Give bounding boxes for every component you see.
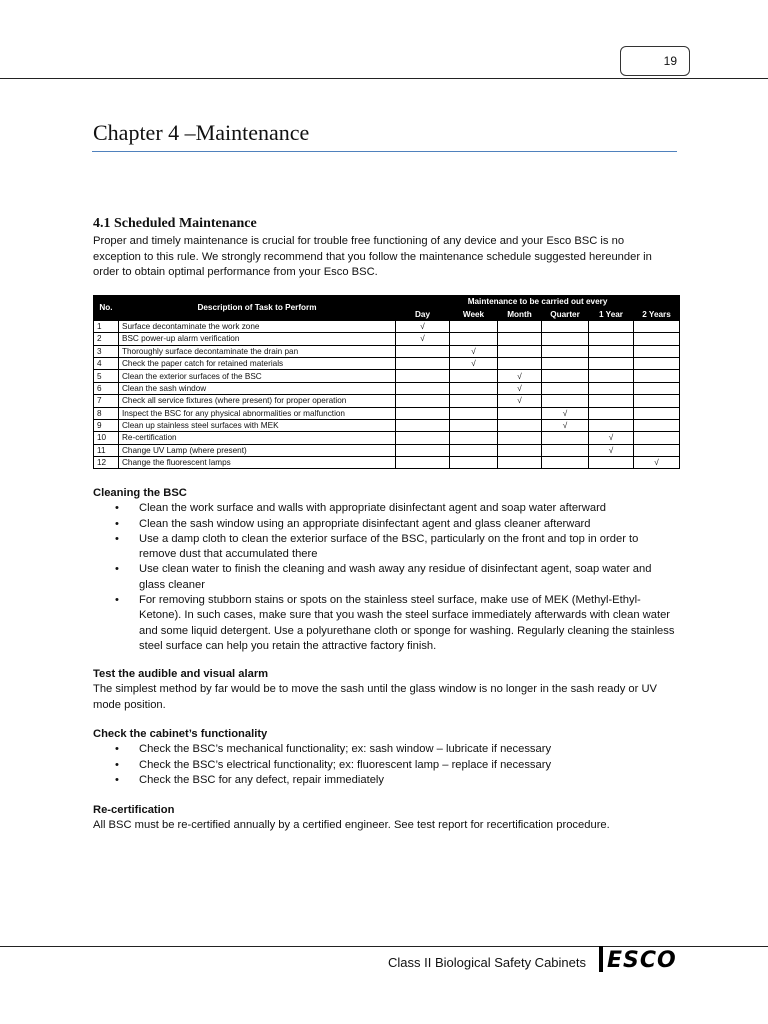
list-item: • Use clean water to finish the cleaning and wash away any residue of disinfectant agent, soap water and glass cleaner [115,563,652,591]
table-row [94,357,680,369]
check-mark: √ [589,444,634,456]
empty-cell [542,333,589,345]
task-description: Change UV Lamp (where present) [119,444,396,456]
alarm-text: The simplest method by far would be to move the sash until the glass window is no longer in the sash ready or UV mode position. [93,683,658,711]
empty-cell [589,395,634,407]
empty-cell [634,395,680,407]
empty-cell [396,407,450,419]
cleaning-list [93,501,678,654]
empty-cell [396,382,450,394]
empty-cell [634,444,680,456]
empty-cell [450,395,498,407]
task-description: Re-certification [119,432,396,444]
footer-text: Class II Biological Safety Cabinets [388,955,586,970]
row-number: 1 [94,320,119,332]
task-description: Clean up stainless steel surfaces with MEK [119,419,396,431]
task-description: Clean the exterior surfaces of the BSC [119,370,396,382]
list-item: • Clean the work surface and walls with appropriate disinfectant agent and soap water afterward [115,502,607,515]
empty-cell [498,320,542,332]
task-description: Surface decontaminate the work zone [119,320,396,332]
row-number: 8 [94,407,119,419]
row-number: 9 [94,419,119,431]
header-1-year: 1 Year [589,308,634,320]
empty-cell [542,395,589,407]
page-number: 19 [620,46,690,76]
check-mark: √ [396,320,450,332]
table-row [94,333,680,345]
empty-cell [589,419,634,431]
table-row [94,320,680,332]
header-rule [0,78,768,79]
cleaning-section [93,486,678,654]
task-description: Inspect the BSC for any physical abnormalities or malfunction [119,407,396,419]
list-item: • Check the BSC’s electrical functionality; ex: fluorescent lamp – replace if necessary [115,758,552,771]
empty-cell [450,407,498,419]
empty-cell [634,382,680,394]
functionality-section [93,727,678,788]
schedule-rows [94,320,680,469]
check-mark: √ [450,357,498,369]
functionality-heading: Check the cabinet’s functionality [93,728,268,740]
task-description: Check the paper catch for retained materials [119,357,396,369]
empty-cell [542,345,589,357]
empty-cell [450,444,498,456]
header-no: No. [94,296,119,321]
empty-cell [589,357,634,369]
empty-cell [542,382,589,394]
footer-divider [599,946,603,972]
alarm-section [93,667,678,713]
empty-cell [589,407,634,419]
header-quarter: Quarter [542,308,589,320]
task-description: Change the fluorescent lamps [119,457,396,469]
empty-cell [396,370,450,382]
list-item: • Check the BSC’s mechanical functionality; ex: sash window – lubricate if necessary [115,743,552,756]
empty-cell [396,419,450,431]
table-row [94,432,680,444]
empty-cell [396,357,450,369]
table-row [94,457,680,469]
empty-cell [542,444,589,456]
functionality-list [93,742,678,788]
chapter-underline [92,151,677,152]
empty-cell [589,382,634,394]
empty-cell [498,407,542,419]
empty-cell [498,444,542,456]
cleaning-heading: Cleaning the BSC [93,487,187,499]
list-item: • Check the BSC for any defect, repair immediately [115,773,384,786]
header-day: Day [396,308,450,320]
footer-rule [0,946,768,947]
task-description: Check all service fixtures (where present) for proper operation [119,395,396,407]
row-number: 4 [94,357,119,369]
table-row [94,419,680,431]
empty-cell [634,345,680,357]
empty-cell [450,432,498,444]
check-mark: √ [589,432,634,444]
check-mark: √ [542,419,589,431]
empty-cell [450,370,498,382]
empty-cell [498,345,542,357]
empty-cell [396,457,450,469]
intro-paragraph: Proper and timely maintenance is crucial for trouble free functioning of any device and your Esco BSC is no exception to this rule. We strongly recommend that you follow the maintenance schedule suggested hereunder in order to obtain optimal performance from your Esco BSC. [93,235,652,278]
empty-cell [450,419,498,431]
empty-cell [634,370,680,382]
list-item: • Use a damp cloth to clean the exterior surface of the BSC, particularly on the front and top in order to remove dust that accumulated there [115,532,639,561]
row-number: 10 [94,432,119,444]
check-mark: √ [396,333,450,345]
row-number: 7 [94,395,119,407]
empty-cell [634,357,680,369]
empty-cell [450,333,498,345]
empty-cell [589,345,634,357]
esco-logo: ESCO [607,948,677,973]
header-period-group: Maintenance to be carried out every [396,296,680,308]
chapter-title: Chapter 4 –Maintenance [93,120,310,145]
header-week: Week [450,308,498,320]
empty-cell [498,357,542,369]
empty-cell [589,370,634,382]
empty-cell [542,457,589,469]
table-row [94,395,680,407]
empty-cell [450,457,498,469]
check-mark: √ [498,395,542,407]
check-mark: √ [634,457,680,469]
empty-cell [498,419,542,431]
empty-cell [396,444,450,456]
empty-cell [450,320,498,332]
list-item: • For removing stubborn stains or spots on the stainless steel surface, make use of MEK (Methyl-Ethyl-Ketone). In such cases, make sure that you wash the steel surface immediately afterwards with clean water and some liquid detergent. Use a polyurethane cloth or sponge for washing. Regularly cleaning the stainless steel surface can help you retain the attractive factory finish. [115,594,675,652]
empty-cell [634,432,680,444]
row-number: 3 [94,345,119,357]
table-row [94,444,680,456]
table-row [94,370,680,382]
empty-cell [396,395,450,407]
table-row [94,382,680,394]
empty-cell [634,320,680,332]
table-row [94,407,680,419]
task-description: Thoroughly surface decontaminate the drain pan [119,345,396,357]
empty-cell [542,370,589,382]
header-description: Description of Task to Perform [119,296,396,321]
empty-cell [634,419,680,431]
check-mark: √ [498,370,542,382]
empty-cell [634,407,680,419]
empty-cell [542,320,589,332]
empty-cell [498,432,542,444]
empty-cell [498,457,542,469]
section-title: 4.1 Scheduled Maintenance [93,216,257,231]
row-number: 11 [94,444,119,456]
empty-cell [634,333,680,345]
check-mark: √ [450,345,498,357]
check-mark: √ [498,382,542,394]
row-number: 2 [94,333,119,345]
empty-cell [542,357,589,369]
maintenance-schedule-table [93,295,680,469]
recertification-text: All BSC must be re-certified annually by a certified engineer. See test report for recertification procedure. [93,819,610,832]
table-row [94,345,680,357]
header-month: Month [498,308,542,320]
row-number: 5 [94,370,119,382]
empty-cell [396,345,450,357]
empty-cell [589,320,634,332]
task-description: Clean the sash window [119,382,396,394]
recertification-heading: Re-certification [93,804,175,816]
check-mark: √ [542,407,589,419]
empty-cell [589,333,634,345]
empty-cell [450,382,498,394]
row-number: 6 [94,382,119,394]
empty-cell [542,432,589,444]
task-description: BSC power-up alarm verification [119,333,396,345]
header-2-years: 2 Years [634,308,680,320]
empty-cell [589,457,634,469]
row-number: 12 [94,457,119,469]
recertification-section [93,803,678,834]
alarm-heading: Test the audible and visual alarm [93,668,269,680]
list-item: • Clean the sash window using an appropriate disinfectant agent and glass cleaner afterward [115,517,591,530]
empty-cell [498,333,542,345]
empty-cell [396,432,450,444]
